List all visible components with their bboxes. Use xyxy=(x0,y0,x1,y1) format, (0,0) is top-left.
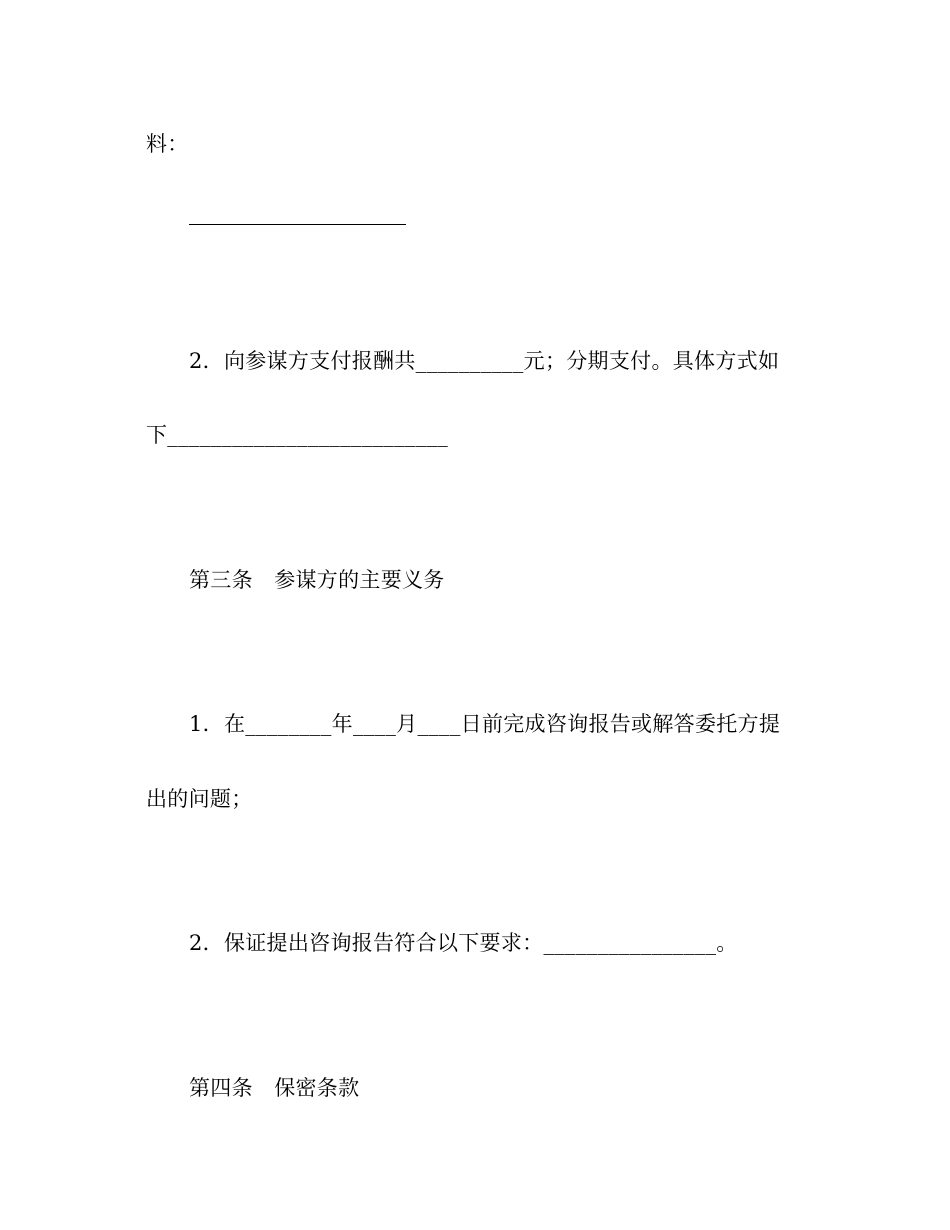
blank-fill-line xyxy=(189,224,406,225)
text-line-2: 2．向参谋方支付报酬共__________元；分期支付。具体方式如 xyxy=(189,349,780,373)
text-line-3: 下__________________________ xyxy=(146,423,449,447)
section-heading-4: 第四条 保密条款 xyxy=(189,1076,360,1100)
text-line-1: 料： xyxy=(146,132,189,156)
text-line-6: 出的问题； xyxy=(146,787,253,811)
text-line-7: 2．保证提出咨询报告符合以下要求：________________。 xyxy=(189,931,738,955)
section-heading-3: 第三条 参谋方的主要义务 xyxy=(189,568,445,592)
text-line-5: 1．在________年____月____日前完成咨询报告或解答委托方提 xyxy=(189,712,781,736)
